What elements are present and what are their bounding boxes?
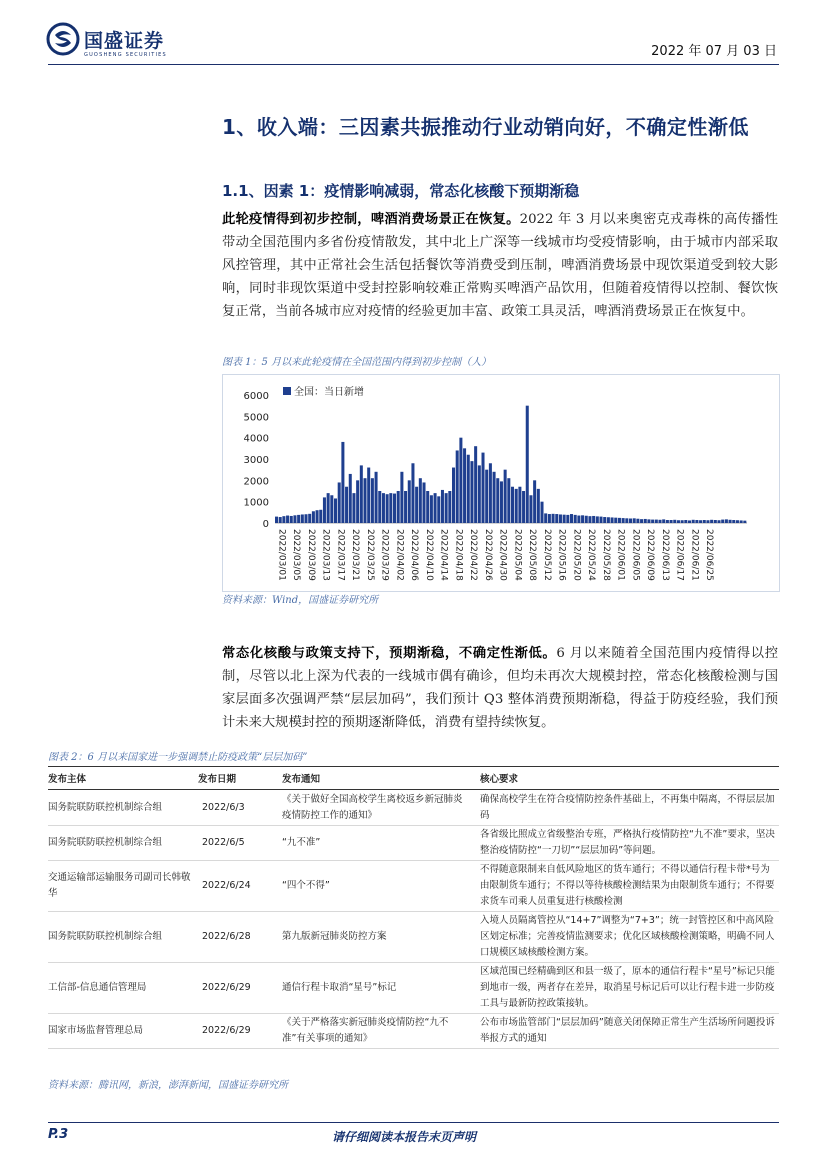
bar [415, 487, 418, 523]
bar [581, 515, 584, 523]
bar [408, 480, 411, 523]
bar [293, 515, 296, 523]
x-tick-label: 2022/03/17 [335, 529, 346, 581]
bar [518, 487, 521, 523]
bar [647, 519, 650, 523]
bar [301, 514, 304, 523]
x-tick-label: 2022/05/16 [556, 529, 567, 581]
table-row [48, 826, 779, 861]
figure-1-caption: 图表 1：5 月以来此轮疫情在全国范围内得到初步控制（人） [222, 357, 492, 368]
bar [456, 450, 459, 523]
x-tick-label: 2022/05/28 [600, 529, 611, 581]
issuer-cell: 国家市场监督管理总局 [48, 1014, 198, 1049]
bar [308, 514, 311, 523]
bar [636, 519, 639, 523]
bar [404, 491, 407, 523]
col-notice: 发布通知 [282, 767, 480, 790]
x-tick-label: 2022/03/13 [320, 529, 331, 581]
x-tick-label: 2022/04/02 [394, 529, 405, 581]
y-tick-label: 5000 [243, 412, 269, 424]
x-tick-label: 2022/03/21 [350, 529, 361, 581]
paragraph-1-lead: 此轮疫情得到初步控制，啤酒消费场景正在恢复。 [222, 212, 520, 227]
issuer-cell: 国务院联防联控机制综合组 [48, 826, 198, 861]
x-tick-label: 2022/03/05 [291, 529, 302, 581]
x-tick-label: 2022/06/09 [645, 529, 656, 581]
bar [677, 520, 680, 523]
legend-label: 全国：当日新增 [294, 387, 364, 398]
x-tick-label: 2022/04/30 [497, 529, 508, 581]
disclaimer-note: 请仔细阅读本报告末页声明 [332, 1130, 477, 1144]
bar [673, 520, 676, 523]
guosheng-logo-icon [46, 22, 80, 56]
requirement-cell: 不得随意限制来自低风险地区的货车通行；不得以通信行程卡带*号为由限制货车通行；不得以等待核酸检测结果为由限制货车通行；不得要求货车司乘人员重复进行核酸检测 [480, 861, 779, 912]
bar [327, 493, 330, 523]
issuer-cell: 国务院联防联控机制综合组 [48, 912, 198, 963]
x-tick-label: 2022/03/25 [364, 529, 375, 581]
bar [544, 513, 547, 523]
requirement-cell: 入境人员隔离管控从“14+7”调整为“7+3”；统一封管控区和中高风险区划定标准；完善疫情监测要求；优化区域核酸检测策略，明确不同人口规模区域核酸检测方案。 [480, 912, 779, 963]
paragraph-2-body: 6 月以来随着全国范围内疫情得以控制，尽管以北上深为代表的一线城市偶有确诊，但均未再次大规模封控，常态化核酸检测与国家层面多次强调严禁“层层加码”，我们预计 Q3 整体消费预期渐稳，得益于防疫经验，我们预计未来大规模封控的预期逐渐降低，消费有望持续恢复。 [222, 646, 779, 730]
bar [393, 494, 396, 523]
x-tick-label: 2022/04/18 [453, 529, 464, 581]
x-tick-label: 2022/04/22 [468, 529, 479, 581]
bar [714, 520, 717, 523]
bar [577, 516, 580, 523]
bar [397, 491, 400, 523]
bar [470, 461, 473, 523]
y-tick-label: 1000 [243, 497, 269, 509]
bar [279, 517, 282, 523]
notice-cell: 《关于严格落实新冠肺炎疫情防控“九不准”有关事项的通知》 [282, 1014, 480, 1049]
bar [441, 490, 444, 523]
bar [445, 493, 448, 523]
bar [684, 520, 687, 523]
bar [585, 516, 588, 523]
page-number: P.3 [48, 1127, 69, 1142]
bar [596, 516, 599, 523]
bar [367, 468, 370, 523]
bar [625, 518, 628, 523]
bar [566, 515, 569, 523]
bar [297, 515, 300, 523]
bar [419, 478, 422, 523]
bar [275, 517, 278, 523]
date-cell: 2022/6/29 [198, 963, 282, 1014]
bar [718, 520, 721, 523]
bar [633, 518, 636, 523]
bar [588, 516, 591, 523]
bar [330, 495, 333, 523]
bar [640, 519, 643, 523]
bar [592, 516, 595, 523]
table-row [48, 1014, 779, 1049]
bar [319, 510, 322, 523]
x-tick-label: 2022/06/17 [674, 529, 685, 581]
x-tick-label: 2022/04/26 [482, 529, 493, 581]
bar [548, 514, 551, 523]
requirement-cell: 各省级比照成立省级整治专班，严格执行疫情防控“九不准”要求，坚决整治疫情防控“一刀切”“层层加码”等问题。 [480, 826, 779, 861]
figure-1-source: 资料来源：Wind，国盛证券研究所 [222, 595, 379, 606]
bar [695, 520, 698, 523]
bar [574, 515, 577, 523]
bar [526, 406, 529, 523]
bar [411, 463, 414, 523]
paragraph-2 [222, 642, 778, 734]
notice-cell: 通信行程卡取消“星号”标记 [282, 963, 480, 1014]
bar [607, 517, 610, 523]
bar [651, 520, 654, 523]
x-tick-label: 2022/05/08 [527, 529, 538, 581]
bar [736, 520, 739, 523]
bar [345, 487, 348, 523]
x-tick-label: 2022/04/10 [423, 529, 434, 581]
bar [622, 518, 625, 523]
y-tick-label: 3000 [243, 455, 269, 466]
bar [670, 520, 673, 523]
bar [537, 489, 540, 523]
bar [732, 520, 735, 523]
bar [334, 498, 337, 523]
brand-name: 国盛证券 [84, 30, 165, 52]
bar [434, 493, 437, 523]
bar [430, 495, 433, 523]
bar [493, 472, 496, 523]
bar [611, 517, 614, 523]
y-tick-label: 2000 [243, 476, 269, 488]
bar [725, 519, 728, 523]
bar [482, 453, 485, 523]
table-row [48, 861, 779, 912]
bar [290, 516, 293, 523]
notice-cell: 《关于做好全国高校学生离校返乡新冠肺炎疫情防控工作的通知》 [282, 790, 480, 826]
x-tick-label: 2022/05/24 [586, 529, 597, 581]
bar [323, 497, 326, 523]
bar [541, 502, 544, 523]
bar [699, 520, 702, 523]
col-date: 发布日期 [198, 767, 282, 790]
bar [515, 489, 518, 523]
bar [559, 514, 562, 523]
bar [338, 482, 341, 523]
bar [688, 520, 691, 523]
bar [600, 517, 603, 523]
bar [463, 448, 466, 523]
bar [489, 463, 492, 523]
table-row [48, 790, 779, 826]
bar [529, 495, 532, 523]
bar [511, 487, 514, 523]
bar [681, 520, 684, 523]
bar [655, 520, 658, 523]
bar [644, 519, 647, 523]
bar [423, 482, 426, 523]
bar [555, 514, 558, 523]
bar [474, 446, 477, 523]
x-tick-label: 2022/05/04 [512, 529, 523, 581]
bar [563, 515, 566, 523]
bar [426, 491, 429, 523]
table-row [48, 963, 779, 1014]
bar [382, 493, 385, 523]
brand-subtitle: GUOSHENG SECURITIES [84, 52, 167, 58]
bar [356, 480, 359, 523]
bar [504, 470, 507, 523]
bar [459, 438, 462, 523]
bar [659, 520, 662, 523]
bar [496, 478, 499, 523]
bar [533, 480, 536, 523]
bar [478, 465, 481, 523]
y-tick-label: 0 [262, 519, 269, 530]
x-tick-label: 2022/06/21 [689, 529, 700, 581]
bar [452, 468, 455, 523]
bar [500, 481, 503, 523]
x-tick-label: 2022/06/05 [630, 529, 641, 581]
table-row [48, 912, 779, 963]
daily-cases-chart [223, 375, 779, 591]
x-tick-label: 2022/03/09 [305, 529, 316, 581]
bar [316, 510, 319, 523]
notice-cell: “九不准” [282, 826, 480, 861]
table-header-row [48, 767, 779, 790]
report-date: 2022 年 07 月 03 日 [651, 44, 777, 59]
date-cell: 2022/6/29 [198, 1014, 282, 1049]
bar [706, 520, 709, 523]
requirement-cell: 确保高校学生在符合疫情防控条件基础上，不再集中隔离，不得层层加码 [480, 790, 779, 826]
x-tick-label: 2022/05/20 [571, 529, 582, 581]
bar [467, 455, 470, 523]
legend-swatch [283, 387, 291, 395]
bar [386, 494, 389, 523]
requirement-cell: 公布市场监管部门“层层加码”随意关闭保障正常生产生活场所问题投诉举报方式的通知 [480, 1014, 779, 1049]
date-cell: 2022/6/28 [198, 912, 282, 963]
y-tick-label: 4000 [243, 433, 269, 445]
bar [618, 518, 621, 523]
issuer-cell: 交通运输部运输服务司副司长韩敬华 [48, 861, 198, 912]
col-issuer: 发布主体 [48, 767, 198, 790]
figure-2-source: 资料来源：腾讯网，新浪，澎湃新闻，国盛证券研究所 [48, 1080, 288, 1091]
x-tick-label: 2022/03/01 [276, 529, 287, 581]
bar [552, 514, 555, 523]
header-divider [48, 64, 779, 65]
notice-cell: 第九版新冠肺炎防控方案 [282, 912, 480, 963]
date-cell: 2022/6/24 [198, 861, 282, 912]
paragraph-2-lead: 常态化核酸与政策支持下，预期渐稳，不确定性渐低。 [222, 646, 557, 661]
paragraph-1-body: 2022 年 3 月以来奥密克戎毒株的高传播性带动全国范围内多省份疫情散发，其中北上广深等一线城市均受疫情影响，由于城市内部采取风控管理，其中正常社会生活包括餐饮等消费受到压制，啤酒消费场景中现饮渠道受到较大影响，同时非现饮渠道中受封控影响较难正常购买啤酒产品饮用，但随着疫情得以控制、餐饮恢复正常，当前各城市应对疫情的经验更加丰富、政策工具灵活，啤酒消费场景正在恢复中。 [222, 212, 779, 319]
bar [437, 496, 440, 523]
issuer-cell: 工信部-信息通信管理局 [48, 963, 198, 1014]
bar [703, 520, 706, 523]
issuer-cell: 国务院联防联控机制综合组 [48, 790, 198, 826]
bar [692, 520, 695, 523]
bar [282, 516, 285, 523]
x-tick-label: 2022/06/13 [659, 529, 670, 581]
paragraph-1 [222, 208, 778, 323]
x-tick-label: 2022/05/12 [541, 529, 552, 581]
bar [360, 465, 363, 523]
bar [448, 491, 451, 523]
bar [400, 472, 403, 523]
bar [341, 442, 344, 523]
bar [352, 493, 355, 523]
bar [371, 478, 374, 523]
bar [662, 519, 665, 523]
figure-2-caption: 图表 2：6 月以来国家进一步强调禁止防疫政策“层层加码” [48, 752, 308, 763]
x-tick-label: 2022/04/14 [438, 529, 449, 581]
col-requirement: 核心要求 [480, 767, 779, 790]
bar [721, 520, 724, 523]
x-tick-label: 2022/06/01 [615, 529, 626, 581]
requirement-cell: 区域范围已经精确到区和县一级了，原本的通信行程卡“星号”标记只能到地市一级，两者存在差异，取消星号标记后可以让行程卡进一步防疫工具与最新防控政策接轨。 [480, 963, 779, 1014]
bar [375, 472, 378, 523]
notice-cell: “四个不得” [282, 861, 480, 912]
section-title: 1、收入端：三因素共振推动行业动销向好，不确定性渐低 [222, 115, 749, 139]
bar [629, 519, 632, 523]
date-cell: 2022/6/5 [198, 826, 282, 861]
subsection-title: 1.1、因素 1：疫情影响减弱，常态化核酸下预期渐稳 [222, 182, 580, 200]
bar [312, 511, 315, 523]
x-tick-label: 2022/04/06 [409, 529, 420, 581]
bar [603, 517, 606, 523]
bar [364, 478, 367, 523]
bar [389, 493, 392, 523]
bar [666, 520, 669, 523]
bar [305, 514, 308, 523]
bar [507, 478, 510, 523]
date-cell: 2022/6/3 [198, 790, 282, 826]
bar [729, 520, 732, 523]
policy-table-body [48, 790, 779, 1049]
bar [740, 520, 743, 523]
bar [378, 491, 381, 523]
bar [710, 520, 713, 523]
bar [522, 491, 525, 523]
footer-divider [48, 1122, 779, 1123]
bar [286, 516, 289, 523]
policy-table [48, 766, 779, 1049]
y-tick-label: 6000 [243, 391, 269, 402]
bar [485, 470, 488, 523]
x-tick-label: 2022/03/29 [379, 529, 390, 581]
bar [570, 514, 573, 523]
bar [743, 521, 746, 523]
bar [349, 474, 352, 523]
x-tick-label: 2022/06/25 [704, 529, 715, 581]
figure-1-chart [222, 374, 780, 592]
bar [614, 518, 617, 523]
